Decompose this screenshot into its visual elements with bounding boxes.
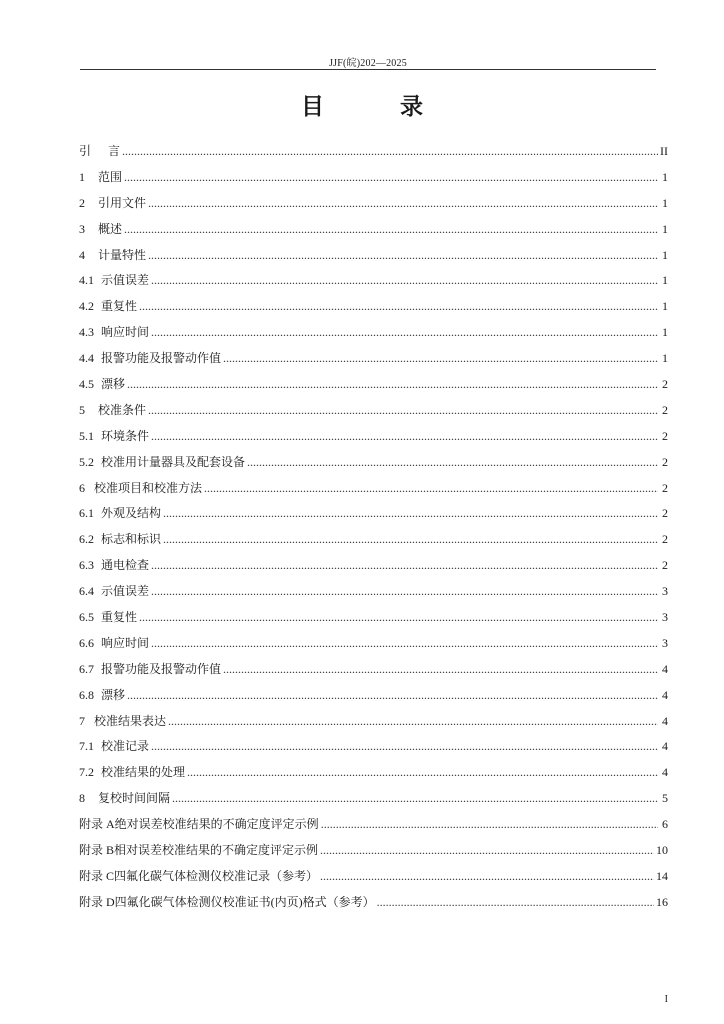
toc-entry-number: 6.7: [79, 661, 94, 676]
toc-entry-label: 标志和标识: [101, 532, 162, 547]
toc-entry[interactable]: [79, 608, 668, 634]
toc-entry-page: 1: [662, 299, 668, 314]
toc-entry-page: 1: [662, 351, 668, 366]
dot-leader: [151, 325, 658, 340]
toc-entry[interactable]: [79, 686, 668, 712]
toc-entry-number: 4.5: [79, 377, 94, 392]
toc-entry[interactable]: [79, 142, 668, 168]
toc-entry-page: 1: [662, 325, 668, 340]
toc-entry-page: 10: [656, 843, 668, 858]
toc-entry[interactable]: [79, 323, 668, 349]
dot-leader: [151, 739, 658, 754]
toc-entry-number: 附录 C: [79, 868, 115, 883]
toc-entry-page: 1: [662, 169, 668, 184]
toc-entry[interactable]: [79, 349, 668, 375]
dot-leader: [320, 843, 654, 858]
toc-entry-label: 校准条件: [98, 402, 147, 417]
toc-entry-number: 附录 D: [79, 894, 115, 909]
toc-entry-label: 言: [108, 144, 121, 158]
toc-entry-page: 4: [662, 765, 668, 780]
toc-entry[interactable]: [79, 841, 668, 867]
toc-entry-page: 2: [662, 377, 668, 392]
toc-entry[interactable]: [79, 712, 668, 738]
toc-entry-page: 3: [662, 584, 668, 599]
dot-leader: [148, 196, 658, 211]
toc-entry-page: 6: [662, 817, 668, 832]
toc-entry[interactable]: [79, 375, 668, 401]
toc-entry-number: 引: [79, 144, 92, 158]
toc-entry-number: 4: [79, 247, 85, 262]
toc-entry-page: 2: [662, 402, 668, 417]
toc-entry[interactable]: [79, 271, 668, 297]
toc-entry[interactable]: [79, 556, 668, 582]
toc-entry-label: 范围: [98, 169, 123, 184]
toc-entry-label: 校准结果表达: [94, 713, 167, 728]
dot-leader: [127, 688, 658, 703]
toc-entry-number: 4.2: [79, 299, 94, 314]
toc-entry[interactable]: [79, 297, 668, 323]
toc-entry-number: 6.2: [79, 532, 94, 547]
toc-entry-label: 报警功能及报警动作值: [101, 351, 222, 366]
toc-entry-number: 6.3: [79, 558, 94, 573]
document-code: JJF(皖)202—2025: [329, 58, 407, 69]
toc-entry-label: 漂移: [101, 377, 126, 392]
toc-entry-label: 漂移: [101, 687, 126, 702]
dot-leader: [163, 506, 658, 521]
toc-entry-page: 5: [662, 791, 668, 806]
toc-entry-number: 5.2: [79, 454, 94, 469]
toc-entry-page: 2: [662, 506, 668, 521]
toc-entry-label: 通电检查: [101, 558, 150, 573]
toc-entry-number: 5.1: [79, 428, 94, 443]
dot-leader: [124, 170, 658, 185]
toc-entry[interactable]: [79, 763, 668, 789]
toc-entry-number: 6.1: [79, 506, 94, 521]
dot-leader: [223, 351, 658, 366]
toc-entry[interactable]: [79, 168, 668, 194]
toc-entry-label: 四氟化碳气体检测仪校准证书(内页)格式（参考）: [114, 894, 375, 909]
toc-entry[interactable]: [79, 789, 668, 815]
toc-entry-number: 5: [79, 402, 85, 417]
dot-leader: [247, 455, 658, 470]
toc-entry-page: 2: [662, 428, 668, 443]
toc-entry-label: 外观及结构: [101, 506, 162, 521]
dot-leader: [124, 222, 658, 237]
toc-entry-number: 7.1: [79, 739, 94, 754]
dot-leader: [148, 403, 658, 418]
dot-leader: [187, 765, 658, 780]
toc-entry-number: 4.1: [79, 273, 94, 288]
toc-entry-number: 附录 A: [79, 817, 115, 832]
dot-leader: [127, 377, 658, 392]
toc-entry-label: 响应时间: [101, 325, 150, 340]
dot-leader: [148, 248, 658, 263]
toc-entry-number: 6.4: [79, 584, 94, 599]
page-title: 目 录: [300, 94, 457, 120]
toc-entry-label: 校准用计量器具及配套设备: [101, 454, 246, 469]
toc-entry-number: 8: [79, 791, 85, 806]
toc-entry[interactable]: [79, 660, 668, 686]
toc-entry[interactable]: [79, 737, 668, 763]
toc-entry-number: 4.4: [79, 351, 94, 366]
toc-entry-number: 6.5: [79, 610, 94, 625]
toc-entry[interactable]: [79, 893, 668, 919]
dot-leader: [122, 144, 658, 159]
dot-leader: [151, 273, 658, 288]
toc-entry-number: 4.3: [79, 325, 94, 340]
toc-entry[interactable]: [79, 220, 668, 246]
toc-entry-label: 校准记录: [101, 739, 150, 754]
dot-leader: [139, 299, 658, 314]
toc-entry-label: 重复性: [101, 610, 138, 625]
dot-leader: [223, 662, 658, 677]
toc-entry-number: 3: [79, 221, 85, 236]
toc-entry[interactable]: [79, 815, 668, 841]
toc-entry-label: 绝对误差校准结果的不确定度评定示例: [114, 817, 319, 832]
toc-entry-label: 引用文件: [98, 195, 147, 210]
dot-leader: [172, 791, 658, 806]
toc-entry-number: 6: [79, 480, 85, 495]
toc-entry-label: 示值误差: [101, 584, 150, 599]
dot-leader: [204, 481, 658, 496]
toc-entry-page: 14: [656, 868, 668, 883]
toc-entry-number: 2: [79, 195, 85, 210]
toc-entry[interactable]: [79, 194, 668, 220]
page-number: I: [664, 994, 668, 1005]
dot-leader: [168, 714, 658, 729]
toc-entry-label: 计量特性: [98, 247, 147, 262]
toc-entry-page: 2: [662, 454, 668, 469]
toc-entry-page: 4: [662, 713, 668, 728]
toc-entry-page: 1: [662, 195, 668, 210]
toc-entry-page: 1: [662, 221, 668, 236]
toc-entry-page: 3: [662, 635, 668, 650]
toc-entry[interactable]: [79, 530, 668, 556]
dot-leader: [163, 532, 658, 547]
toc-entry-page: 1: [662, 247, 668, 262]
toc-entry[interactable]: [79, 453, 668, 479]
dot-leader: [377, 895, 654, 910]
toc-entry-label: 校准项目和校准方法: [94, 480, 203, 495]
toc-entry[interactable]: [79, 504, 668, 530]
toc-entry-page: 2: [662, 558, 668, 573]
toc-entry[interactable]: [79, 582, 668, 608]
toc-entry-label: 报警功能及报警动作值: [101, 661, 222, 676]
dot-leader: [151, 429, 658, 444]
toc-entry-page: 2: [662, 480, 668, 495]
toc-entry-label: 响应时间: [101, 635, 150, 650]
toc-entry-page: 4: [662, 687, 668, 702]
dot-leader: [320, 869, 654, 884]
dot-leader: [151, 558, 658, 573]
dot-leader: [151, 584, 658, 599]
toc-entry-label: 概述: [98, 221, 123, 236]
toc-entry-page: 4: [662, 661, 668, 676]
table-of-contents: [79, 142, 668, 919]
toc-entry[interactable]: [79, 246, 668, 272]
toc-entry-number: 7: [79, 713, 85, 728]
toc-entry-number: 7.2: [79, 765, 94, 780]
toc-entry[interactable]: [79, 479, 668, 505]
dot-leader: [321, 817, 658, 832]
toc-entry-label: 相对误差校准结果的不确定度评定示例: [114, 843, 319, 858]
toc-entry-number: 1: [79, 169, 85, 184]
toc-entry-page: 1: [662, 273, 668, 288]
toc-entry-label: 示值误差: [101, 273, 150, 288]
toc-entry-number: 6.6: [79, 635, 94, 650]
toc-entry-label: 复校时间间隔: [98, 791, 171, 806]
dot-leader: [151, 636, 658, 651]
toc-entry-label: 四氟化碳气体检测仪校准记录（参考）: [114, 868, 319, 883]
toc-entry-label: 环境条件: [101, 428, 150, 443]
toc-entry-label: 重复性: [101, 299, 138, 314]
toc-entry[interactable]: [79, 634, 668, 660]
header-rule: [80, 69, 656, 70]
toc-entry[interactable]: [79, 401, 668, 427]
toc-entry-page: 16: [656, 894, 668, 909]
toc-entry-page: 3: [662, 610, 668, 625]
toc-entry-page: 4: [662, 739, 668, 754]
toc-entry-number: 6.8: [79, 687, 94, 702]
dot-leader: [139, 610, 658, 625]
toc-entry-page: 2: [662, 532, 668, 547]
toc-entry-label: 校准结果的处理: [101, 765, 186, 780]
toc-entry-number: 附录 B: [79, 843, 115, 858]
toc-entry[interactable]: [79, 867, 668, 893]
toc-entry-page: II: [660, 144, 668, 158]
toc-entry[interactable]: [79, 427, 668, 453]
